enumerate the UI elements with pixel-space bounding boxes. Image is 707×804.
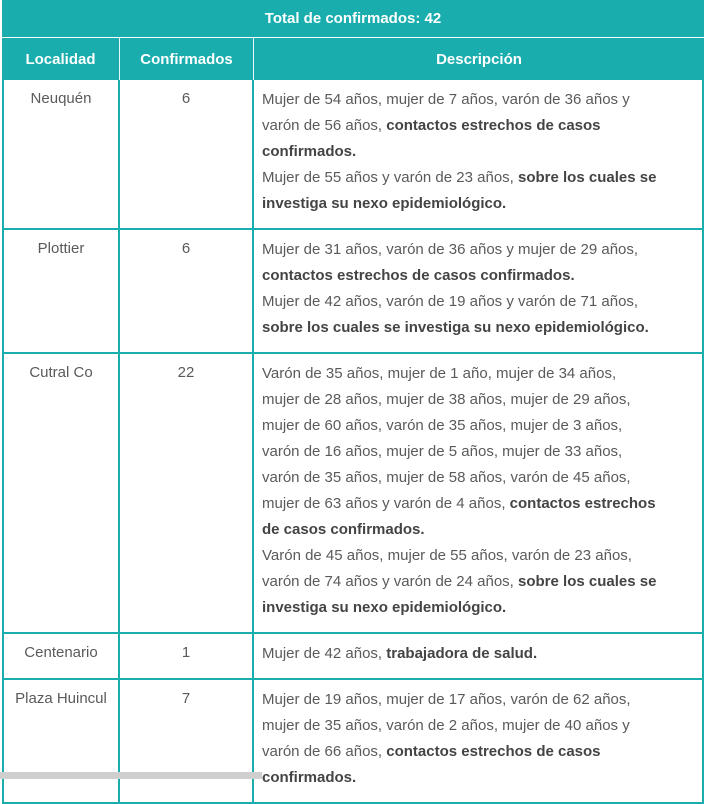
bold-text: sobre los cuales se <box>518 169 657 186</box>
description-line <box>262 468 702 494</box>
cell-localidad: Cutral Co <box>2 354 120 632</box>
bold-text: confirmados. <box>262 769 357 786</box>
bold-text: trabajadora de salud. <box>386 645 538 662</box>
header-confirmados: Confirmados <box>120 38 254 80</box>
table-row <box>2 680 704 804</box>
cell-confirmados: 6 <box>120 80 254 228</box>
description-line <box>262 266 702 292</box>
bold-text: contactos estrechos <box>509 495 656 512</box>
cell-confirmados: 7 <box>120 680 254 802</box>
description-line <box>262 768 702 794</box>
description-line <box>262 442 702 468</box>
cell-localidad: Neuquén <box>2 80 120 228</box>
bold-text: contactos estrechos de casos <box>386 743 601 760</box>
description-line <box>262 494 702 520</box>
description-line <box>262 364 702 390</box>
text: mujer de 35 años, varón de 2 años, mujer de 40 años y <box>262 717 630 734</box>
bold-text: contactos estrechos de casos confirmados. <box>262 267 575 284</box>
text: Mujer de 42 años, varón de 19 años y varón de 71 años, <box>262 293 639 310</box>
text: Mujer de 55 años y varón de 23 años, <box>262 169 518 186</box>
bold-text: contactos estrechos de casos <box>386 117 601 134</box>
cell-localidad: Centenario <box>2 634 120 678</box>
text: varón de 74 años y varón de 24 años, <box>262 573 519 590</box>
bold-text: de casos confirmados. <box>262 521 425 538</box>
description-line <box>262 142 702 168</box>
cell-localidad: Plottier <box>2 230 120 352</box>
table-row <box>2 634 704 680</box>
cell-confirmados: 1 <box>120 634 254 678</box>
horizontal-scrollbar[interactable] <box>0 772 262 779</box>
table-row <box>2 230 704 354</box>
cell-descripcion <box>254 354 704 632</box>
confirmed-cases-table <box>2 0 704 804</box>
text: varón de 16 años, mujer de 5 años, mujer de 33 años, <box>262 443 623 460</box>
description-line <box>262 390 702 416</box>
bold-text: sobre los cuales se <box>518 573 657 590</box>
bold-text: sobre los cuales se investiga su nexo epidemiológico. <box>262 319 649 336</box>
text: varón de 56 años, <box>262 117 387 134</box>
description-line <box>262 292 702 318</box>
cell-descripcion <box>254 634 704 678</box>
cell-descripcion <box>254 80 704 228</box>
header-row <box>2 38 704 80</box>
description-line <box>262 520 702 546</box>
description-line <box>262 644 702 670</box>
bold-text: investiga su nexo epidemiológico. <box>262 195 507 212</box>
description-line <box>262 546 702 572</box>
header-localidad: Localidad <box>2 38 120 80</box>
text: Mujer de 31 años, varón de 36 años y mujer de 29 años, <box>262 241 639 258</box>
description-line <box>262 690 702 716</box>
description-line <box>262 168 702 194</box>
description-line <box>262 742 702 768</box>
text: mujer de 63 años y varón de 4 años, <box>262 495 510 512</box>
description-line <box>262 572 702 598</box>
table-row <box>2 354 704 634</box>
header-descripcion: Descripción <box>436 50 522 68</box>
cell-confirmados: 6 <box>120 230 254 352</box>
text: Varón de 45 años, mujer de 55 años, varón de 23 años, <box>262 547 632 564</box>
table-title: Total de confirmados: 42 <box>2 0 704 38</box>
text: mujer de 28 años, mujer de 38 años, mujer de 29 años, <box>262 391 631 408</box>
description-line <box>262 598 702 624</box>
description-line <box>262 116 702 142</box>
text: Mujer de 19 años, mujer de 17 años, varón de 62 años, <box>262 691 631 708</box>
cell-confirmados: 22 <box>120 354 254 632</box>
description-line <box>262 318 702 344</box>
text: varón de 66 años, <box>262 743 387 760</box>
cell-localidad: Plaza Huincul <box>2 680 120 802</box>
description-line <box>262 90 702 116</box>
text: varón de 35 años, mujer de 58 años, varón de 45 años, <box>262 469 631 486</box>
cell-descripcion <box>254 680 704 802</box>
text: Mujer de 54 años, mujer de 7 años, varón de 36 años y <box>262 91 630 108</box>
bold-text: confirmados. <box>262 143 357 160</box>
text: mujer de 60 años, varón de 35 años, mujer de 3 años, <box>262 417 623 434</box>
description-line <box>262 240 702 266</box>
text: Mujer de 42 años, <box>262 645 387 662</box>
description-line <box>262 416 702 442</box>
cell-descripcion <box>254 230 704 352</box>
description-line <box>262 194 702 220</box>
table-row <box>2 80 704 230</box>
description-line <box>262 716 702 742</box>
bold-text: investiga su nexo epidemiológico. <box>262 599 507 616</box>
text: Varón de 35 años, mujer de 1 año, mujer de 34 años, <box>262 365 617 382</box>
